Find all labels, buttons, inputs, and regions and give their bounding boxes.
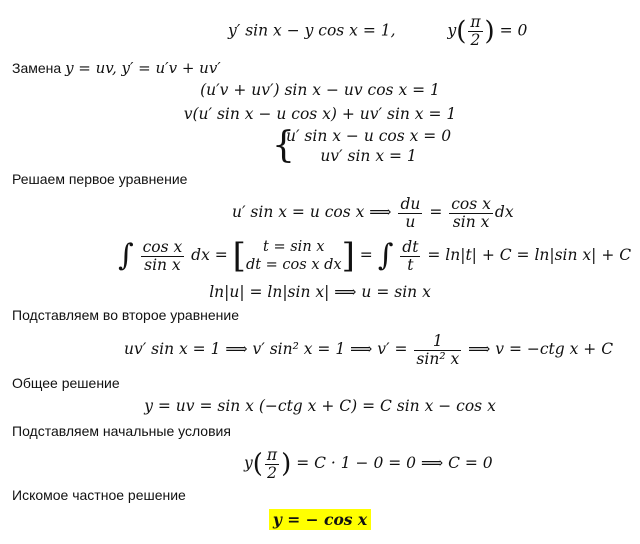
equation-separable: u′ sin x = u cos x ⟹ $\frac{du}{u}$ = $\frac{\text{cos x}}{\text{sin x}}$ dx — [232, 194, 514, 231]
substitution-block: t = sin x dt = cos x dx — [245, 239, 342, 273]
system-equation-2: uv′ sin x = 1 — [320, 147, 417, 165]
system-of-equations — [272, 126, 451, 168]
equation-main: y′ sin x − y cos x = 1, — [228, 21, 396, 40]
highlighted-answer: y = − cos x — [269, 509, 371, 530]
substitution-formula: y = uv, y′ = u′v + uv′ — [65, 59, 221, 77]
initial-condition-rhs: = 0 — [499, 21, 528, 40]
equation-v-solution: uv′ sin x = 1 ⟹ v′ sin² x = 1 ⟹ v′ = $\frac{1}{\text{sin² x}}$ ⟹ v = −ctg x + C — [124, 331, 614, 368]
equation-initial: y′ sin x − y cos x = 1, y( $\frac{\pi}{2}$ ) = 0 — [228, 13, 528, 49]
pi-over-2-fraction: $\frac{\pi}{2}$ — [470, 13, 481, 49]
final-answer — [0, 510, 640, 530]
equation-integral: ∫ $\frac{\text{cos x}}{\text{sin x}}$ dx = [ t = sin x dt = cos x dx ] = ∫ $\frac{dt}{t}$ = ln|t| + C = ln|sin x| + C — [118, 236, 632, 276]
left-brace-icon: { — [272, 125, 295, 166]
label-substitute-second: Подставляем во второе уравнение — [12, 307, 240, 323]
label-general-solution: Общее решение — [12, 375, 120, 391]
one-over-sin2-fraction: $\frac{1}{\text{sin² x}}$ — [416, 331, 460, 368]
label-initial-conditions: Подставляем начальные условия — [12, 423, 231, 439]
system-equation-1: u′ sin x − u cos x = 0 — [286, 127, 452, 145]
cos-over-sin-fraction: $\frac{\text{cos x}}{\text{sin x}}$ — [451, 194, 491, 231]
integral-sign-icon: ∫ — [377, 238, 394, 273]
du-over-u-fraction: $\frac{du}{u}$ — [400, 194, 421, 231]
equation-apply-initial: y( $\frac{\pi}{2}$ ) = C · 1 − 0 = 0 ⟹ C = 0 — [244, 445, 493, 482]
equation-expanded: (u′v + uv′) sin x − uv cos x = 1 — [200, 81, 440, 99]
integral-sign-icon: ∫ — [118, 238, 134, 273]
initial-condition-y: y — [447, 21, 457, 40]
substitution-line — [12, 58, 221, 78]
equation-grouped: v(u′ sin x − u cos x) + uv′ sin x = 1 — [183, 105, 457, 123]
label-substitution: Замена — [12, 60, 62, 76]
label-particular-solution: Искомое частное решение — [12, 487, 186, 503]
pi-over-2-fraction: $\frac{\pi}{2}$ — [266, 445, 278, 482]
equation-u-solution: ln|u| = ln|sin x| ⟹ u = sin x — [209, 283, 431, 301]
label-solve-first: Решаем первое уравнение — [12, 171, 188, 187]
dt-over-t-fraction: $\frac{dt}{t}$ — [402, 237, 419, 274]
equation-general-solution: y = uv = sin x (−ctg x + C) = C sin x − cos x — [144, 397, 496, 415]
integrand-fraction: $\frac{\text{cos x}}{\text{sin x}}$ — [142, 237, 183, 274]
